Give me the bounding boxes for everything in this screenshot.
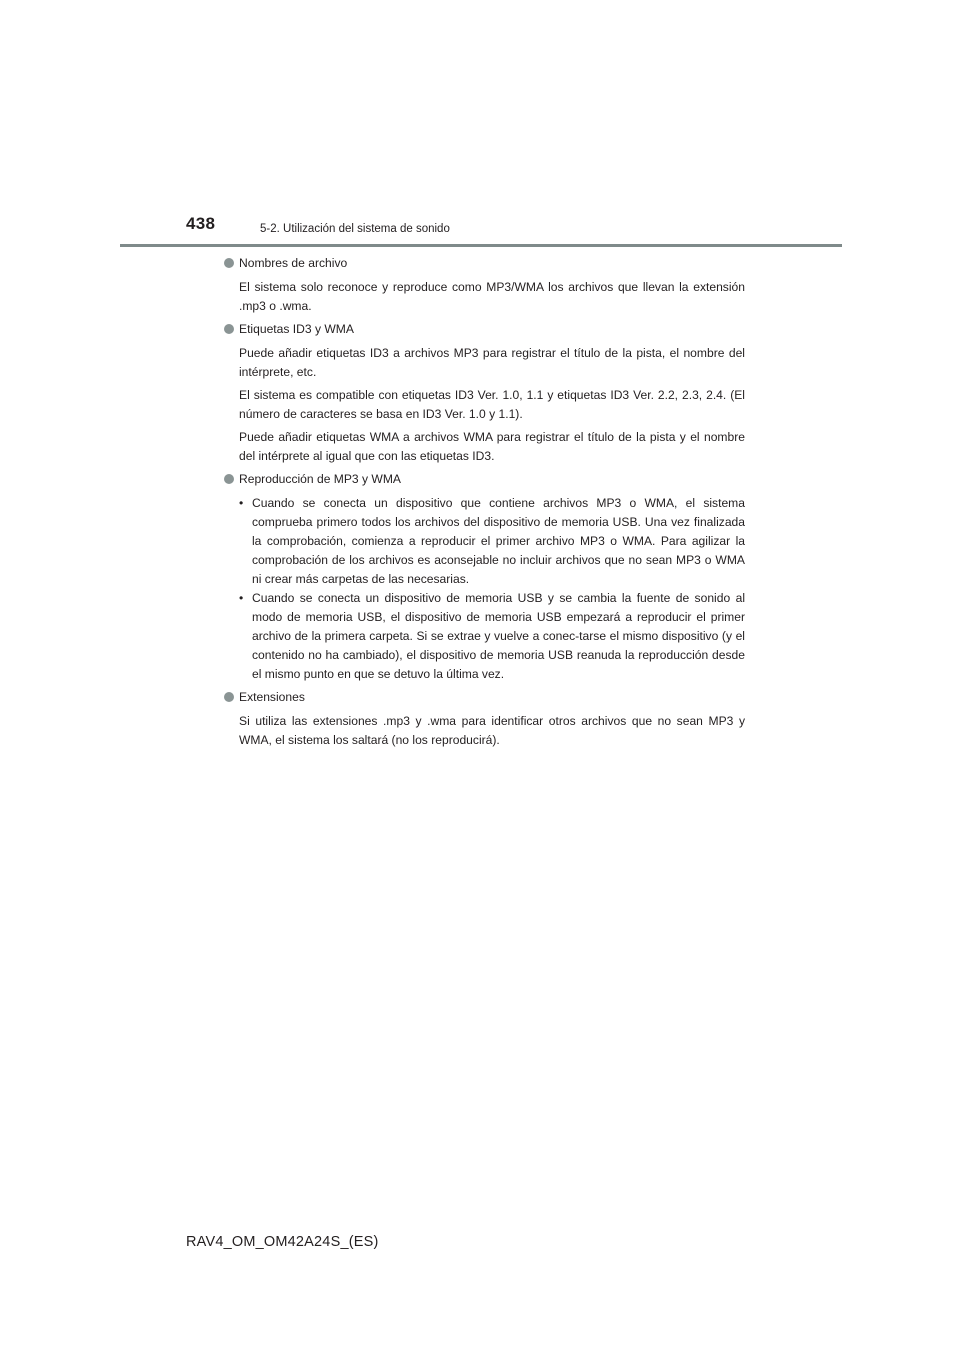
bullet-circle-icon [224, 324, 234, 334]
page-header [186, 214, 746, 240]
section-extensiones [223, 688, 745, 750]
section-heading-text: Extensiones [239, 690, 305, 704]
section-reproduccion-mp3-wma [223, 470, 745, 684]
section-heading-text: Nombres de archivo [239, 256, 348, 270]
section-etiquetas-id3-wma [223, 320, 745, 466]
header-divider [120, 244, 842, 247]
section-heading [223, 470, 745, 489]
section-heading [223, 254, 745, 273]
section-nombres-de-archivo [223, 254, 745, 316]
paragraph: Puede añadir etiquetas ID3 a archivos MP3 para registrar el título de la pista, el nombre del intérprete, etc. [239, 346, 745, 379]
page-number: 438 [186, 214, 216, 233]
bullet-circle-icon [224, 474, 234, 484]
list-item-text: Cuando se conecta un dispositivo de memoria USB y se cambia la fuente de sonido al modo de memoria USB, el dispositivo de memoria USB empezará a reproducir el primer archivo de la primera carpeta. Si se extrae y vuelve a conec-tarse el mismo dispositivo (y el contenido no ha cambiado), el dispositivo de memoria USB reanuda la reproducción desde el mismo punto en que se detuvo la última vez. [252, 591, 745, 681]
list-item [239, 494, 745, 589]
paragraph: El sistema solo reconoce y reproduce como MP3/WMA los archivos que llevan la extensión .mp3 o .wma. [239, 280, 745, 313]
paragraph: Si utiliza las extensiones .mp3 y .wma para identificar otros archivos que no sean MP3 y WMA, el sistema los saltará (no los reproducirá). [239, 714, 745, 747]
section-heading-text: Reproducción de MP3 y WMA [239, 472, 401, 486]
list-item-text: Cuando se conecta un dispositivo que contiene archivos MP3 o WMA, el sistema comprueba primero todos los archivos del dispositivo de memoria USB. Una vez finalizada la comprobación, comienza a reproducir el primer archivo MP3 o WMA. Para agilizar la comprobación de los archivos es aconsejable no incluir archivos que no sean MP3 o WMA ni crear más carpetas de las necesarias. [252, 496, 745, 586]
section-heading [223, 688, 745, 707]
paragraph: Puede añadir etiquetas WMA a archivos WMA para registrar el título de la pista y el nombre del intérprete al igual que con las etiquetas ID3. [239, 430, 745, 463]
list-bullet-icon: • [239, 591, 244, 605]
list-item [239, 589, 745, 684]
section-heading-text: Etiquetas ID3 y WMA [239, 322, 354, 336]
bullet-list [239, 494, 745, 684]
list-bullet-icon: • [239, 496, 244, 510]
section-heading [223, 320, 745, 339]
page-content [223, 254, 745, 754]
bullet-circle-icon [224, 692, 234, 702]
document-code: RAV4_OM_OM42A24S_(ES) [186, 1234, 379, 1250]
paragraph: El sistema es compatible con etiquetas ID3 Ver. 1.0, 1.1 y etiquetas ID3 Ver. 2.2, 2.3, 2.4. (El número de caracteres se basa en ID3 Ver. 1.0 y 1.1). [239, 388, 745, 421]
section-title: 5-2. Utilización del sistema de sonido [260, 223, 450, 235]
bullet-circle-icon [224, 258, 234, 268]
